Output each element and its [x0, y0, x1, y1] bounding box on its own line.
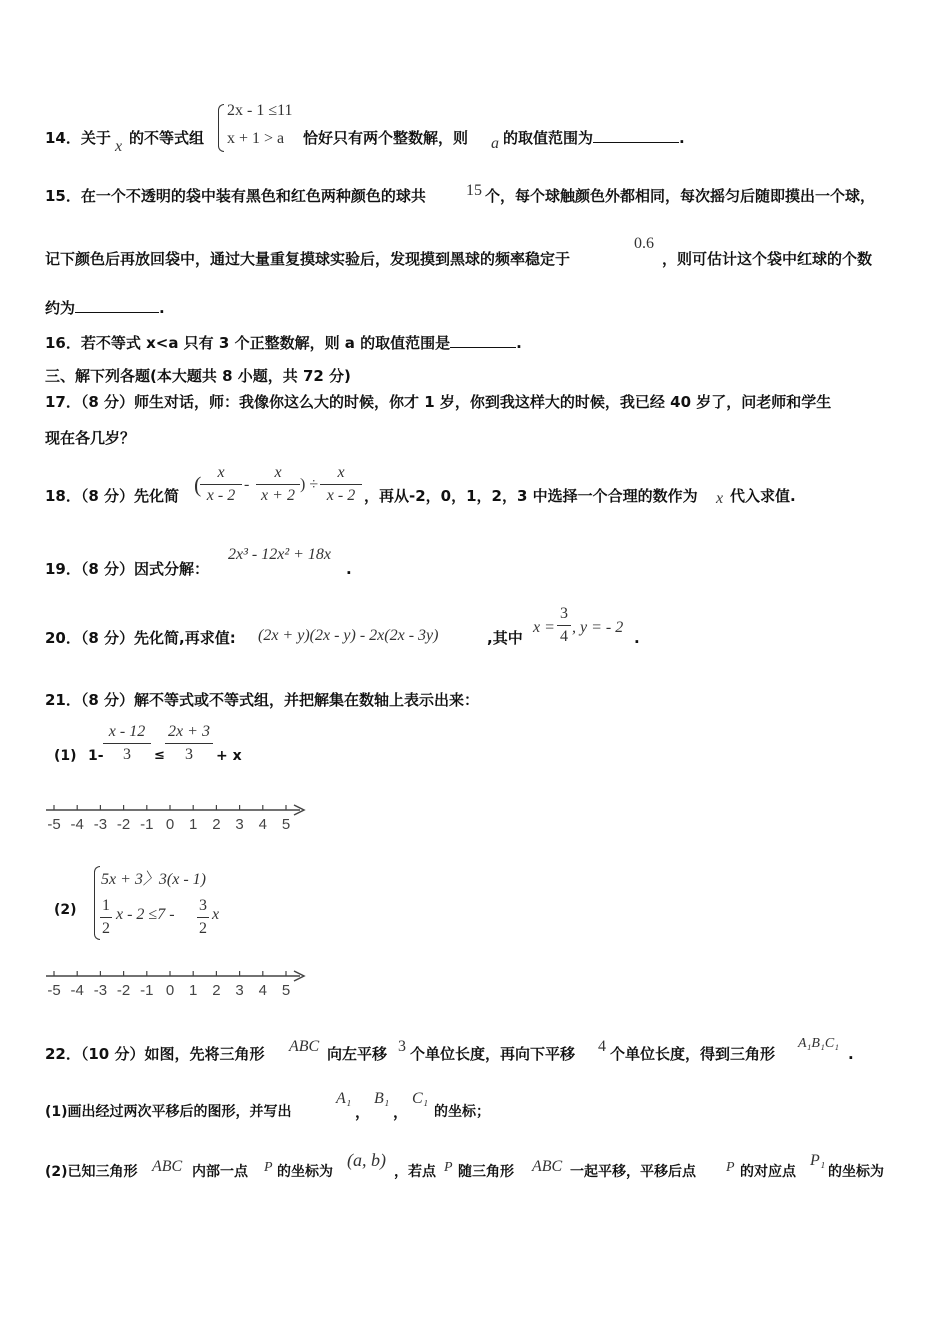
q19-end: .: [346, 560, 352, 578]
q22-line1d: 个单位长度，得到三角形: [610, 1045, 776, 1063]
q21-p1-tail: + x: [216, 748, 242, 764]
q18-minus: -: [244, 476, 250, 493]
q21-p1-le: ≤: [154, 748, 165, 763]
q14-prefix: 14．关于: [45, 129, 111, 147]
axis-tick-label: -3: [93, 982, 108, 999]
q22-P-2: P: [444, 1160, 453, 1175]
axis-tick-label: 1: [189, 982, 198, 999]
q21-p2-half: 1 2: [102, 897, 110, 937]
axis-tick-label: 2: [212, 816, 221, 833]
number-line-2[interactable]: [42, 966, 312, 1000]
axis-tick-label: -1: [140, 816, 154, 833]
q15-count: 15: [466, 182, 482, 199]
q20-x-eq: x =: [533, 619, 555, 636]
q20-prefix: 20．（8 分）先化简,再求值:: [45, 629, 236, 647]
q19-prefix: 19．（8 分）因式分解：: [45, 560, 210, 578]
q22-P1: P₁: [810, 1152, 826, 1169]
q22-p2h: 的坐标为: [828, 1164, 884, 1180]
axis-ticks: [47, 971, 290, 999]
axis-tick-label: -2: [116, 816, 131, 833]
q20-end: .: [634, 629, 640, 647]
q21-p2-label: (2): [54, 902, 77, 918]
q22-p2a: (2)已知三角形: [45, 1164, 138, 1180]
q14-line: [45, 128, 111, 148]
q14-ineq2: x + 1 > a: [227, 130, 285, 147]
q14-brace: [218, 104, 224, 152]
q22-abc: ABC: [289, 1038, 320, 1055]
axis-tick-label: 4: [258, 816, 267, 833]
q22-line1b: 向左平移: [327, 1045, 388, 1063]
axis-tick-label: -4: [70, 816, 84, 833]
axis-tick-label: 4: [258, 982, 267, 999]
q14-text3: 的取值范围为 .: [503, 129, 685, 147]
q22-four: 4: [598, 1038, 606, 1055]
q14-var-x: x: [115, 138, 123, 155]
axis-tick-label: 3: [235, 982, 244, 999]
q15-line2b: ，则可估计这个袋中红球的个数: [662, 250, 873, 268]
q15-freq: 0.6: [634, 235, 654, 252]
q22-ab: (a, b): [347, 1150, 386, 1170]
q15-line3: 约为 .: [45, 299, 165, 317]
q21-p1-label: (1): [54, 748, 77, 764]
number-line-1[interactable]: [42, 800, 312, 834]
q22-p1a: (1)画出经过两次平移后的图形，并写出: [45, 1104, 292, 1120]
axis-tick-label: 2: [212, 982, 221, 999]
axis-tick-label: -3: [93, 816, 108, 833]
q20-frac: 3 4: [557, 604, 571, 647]
q15-blank[interactable]: [75, 298, 159, 313]
q18-div: ) ÷: [300, 476, 319, 493]
q21-p2-mid: x - 2 ≤7 -: [116, 906, 175, 923]
q18-suffix: ，再从-2，0，1，2，3 中选择一个合理的数作为: [364, 487, 698, 505]
q22-p1b: 的坐标；: [434, 1104, 490, 1120]
q19-expr: 2x³ - 12x² + 18x: [228, 546, 332, 563]
q22-p2-abc: ABC: [152, 1158, 183, 1175]
q18-lparen: (: [194, 472, 202, 497]
q14-mid: 的不等式组: [129, 129, 205, 147]
axis-tick-label: 3: [235, 816, 244, 833]
q17-line2: 现在各几岁？: [45, 429, 136, 447]
q22-three: 3: [398, 1038, 406, 1055]
q16-line: 16．若不等式 x<a 只有 3 个正整数解，则 a 的取值范围是 .: [45, 334, 522, 352]
q15-line1: 15．在一个不透明的袋中装有黑色和红色两种颜色的球共: [45, 187, 426, 205]
q21-p2-tail: x: [212, 906, 220, 923]
axis-tick-label: -2: [116, 982, 131, 999]
q18-prefix: 18．（8 分）先化简: [45, 487, 180, 505]
q21-p1-frac2: 2x + 3 3: [165, 722, 213, 765]
q14-ineq1: 2x - 1 ≤11: [227, 102, 293, 119]
q21-p2-line1: 5x + 3〉3(x - 1): [101, 871, 206, 888]
q22-p2b: 内部一点: [192, 1164, 248, 1180]
q22-comma1: ，: [355, 1103, 371, 1121]
q22-A1: A₁: [336, 1090, 352, 1107]
q20-expr: (2x + y)(2x - y) - 2x(2x - 3y): [258, 627, 439, 644]
q22-p2f: 一起平移，平移后点: [570, 1164, 696, 1180]
q21-p1-frac1: x - 12 3: [103, 722, 151, 765]
axis-tick-label: 5: [281, 982, 291, 999]
q16-blank[interactable]: [450, 333, 516, 348]
q22-a1b1c1: A₁B₁C₁: [798, 1036, 840, 1051]
q15-line1b: 个，每个球触颜色外都相同，每次摇匀后随即摸出一个球，: [485, 187, 876, 205]
q15-line2: 记下颜色后再放回袋中，通过大量重复摸球实验后，发现摸到黑球的频率稳定于: [45, 250, 571, 268]
q22-C1: C₁: [412, 1090, 429, 1107]
q18-var-x: x: [716, 490, 724, 507]
axis-tick-label: 0: [165, 816, 175, 833]
axis-tick-label: 0: [165, 982, 175, 999]
axis-tick-label: 1: [189, 816, 198, 833]
axis-ticks: [47, 805, 290, 833]
q14-var-a: a: [491, 135, 499, 152]
q22-line1e: .: [848, 1045, 854, 1063]
q22-line1c: 个单位长度，再向下平移: [410, 1045, 576, 1063]
q18-frac2: x x + 2: [256, 463, 300, 506]
q18-frac3: x x - 2: [320, 463, 362, 506]
q17-line1: 17．（8 分）师生对话，师：我像你这么大的时候，你才 1 岁，你到我这样大的时候，我已经 40 岁了，问老师和学生: [45, 393, 832, 411]
q22-B1: B₁: [374, 1090, 390, 1107]
q22-p2c: 的坐标为: [277, 1164, 333, 1180]
axis-tick-label: -5: [47, 982, 61, 999]
q18-suffix2: 代入求值.: [730, 487, 796, 505]
q21-p1-lead: 1-: [88, 748, 104, 764]
axis-tick-label: -1: [140, 982, 154, 999]
axis-tick-label: -4: [70, 982, 84, 999]
q22-p2d: ，若点: [394, 1164, 436, 1180]
q14-text2: 恰好只有两个整数解，则: [303, 129, 469, 147]
q22-P: P: [264, 1160, 273, 1175]
section3-title: 三、解下列各题(本大题共 8 小题，共 72 分): [45, 367, 351, 385]
q22-P-3: P: [726, 1160, 735, 1175]
q18-frac1: x x - 2: [200, 463, 242, 506]
axis-tick-label: -5: [47, 816, 61, 833]
q22-comma2: ，: [393, 1103, 409, 1121]
q21-p2-frac: 3 2: [199, 897, 207, 937]
q20-y-eq: , y = - 2: [572, 619, 624, 636]
q22-p2-abc-2: ABC: [532, 1158, 563, 1175]
q22-p2e: 随三角形: [458, 1164, 514, 1180]
q22-p2g: 的对应点: [740, 1164, 796, 1180]
q14-blank[interactable]: [593, 128, 679, 143]
q22-line1a: 22．（10 分）如图，先将三角形: [45, 1045, 265, 1063]
q20-mid: ,其中: [487, 629, 523, 647]
q21-title: 21．（8 分）解不等式或不等式组，并把解集在数轴上表示出来：: [45, 691, 480, 709]
axis-tick-label: 5: [281, 816, 291, 833]
